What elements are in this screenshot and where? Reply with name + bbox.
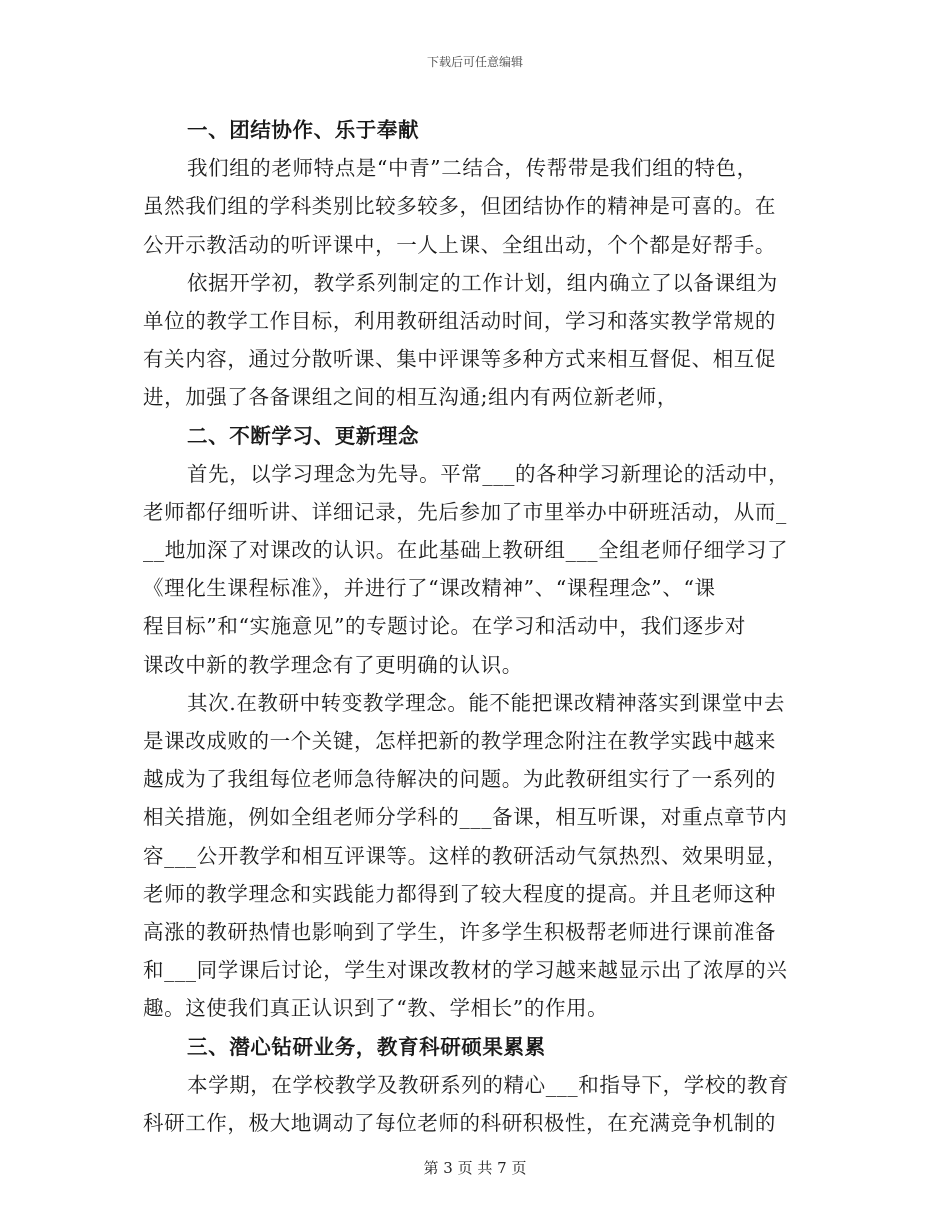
- text-line: 虽然我们组的学科类别比较多较多，但团结协作的精神是可喜的。在: [143, 194, 776, 219]
- page-header: 下载后可任意编辑: [426, 55, 523, 69]
- text-line: 课改中新的教学理念有了更明确的认识。: [143, 652, 523, 677]
- text-line: 进，加强了各备课组之间的相互沟通;组内有两位新老师，: [143, 385, 679, 410]
- section-heading: 二、不断学习、更新理念: [187, 423, 420, 448]
- text-line: 老师都仔细听讲、详细记录，先后参加了市里举办中研班活动，从而_: [143, 499, 787, 524]
- section-heading: 三、潜心钻研业务，教育科研硕果累累: [187, 1034, 546, 1059]
- text-line: 《理化生课程标准》，并进行了“课改精神”、“课程理念”、“课: [143, 576, 716, 601]
- text-line: 科研工作，极大地调动了每位老师的科研积极性，在充满竞争机制的: [143, 1110, 776, 1135]
- text-line: 和___同学课后讨论，学生对课改教材的学习越来越显示出了浓厚的兴: [143, 958, 788, 983]
- text-line: 老师的教学理念和实践能力都得到了较大程度的提高。并且老师这种: [143, 881, 776, 906]
- text-line: 公开示教活动的听评课中，一人上课、全组出动，个个都是好帮手。: [143, 232, 776, 257]
- section-heading: 一、团结协作、乐于奉献: [187, 118, 420, 142]
- text-line: 本学期，在学校教学及教研系列的精心___和指导下，学校的教育: [187, 1072, 790, 1097]
- text-line: 其次.在教研中转变教学理念。能不能把课改精神落实到课堂中去: [187, 690, 785, 715]
- text-line: 相关措施，例如全组老师分学科的___备课，相互听课，对重点章节内: [143, 805, 788, 830]
- text-line: 程目标”和“实施意见”的专题讨论。在学习和活动中，我们逐步对: [143, 614, 746, 639]
- text-line: 我们组的老师特点是“中青”二结合，传帮带是我们组的特色，: [187, 156, 758, 181]
- text-line: 有关内容，通过分散听课、集中评课等多种方式来相互督促、相互促: [143, 347, 776, 372]
- text-line: 首先，以学习理念为先导。平常___的各种学习新理论的活动中，: [187, 461, 790, 486]
- text-line: 依据开学初，教学系列制定的工作计划，组内确立了以备课组为: [187, 270, 778, 295]
- text-line: 单位的教学工作目标，利用教研组活动时间，学习和落实教学常规的: [143, 308, 776, 333]
- text-line: 趣。这使我们真正认识到了“教、学相长”的作用。: [143, 996, 609, 1021]
- text-line: 越成为了我组每位老师急待解决的问题。为此教研组实行了一系列的: [143, 767, 776, 792]
- text-line: 容___公开教学和相互评课等。这样的教研活动气氛热烈、效果明显，: [143, 843, 788, 868]
- text-line: 是课改成败的一个关键，怎样把新的教学理念附注在教学实践中越来: [143, 729, 776, 753]
- document-body: [143, 111, 808, 1142]
- text-line: __地加深了对课改的认识。在此基础上教研组___全组老师仔细学习了: [143, 538, 789, 563]
- text-line: 高涨的教研热情也影响到了学生，许多学生积极帮老师进行课前准备: [143, 919, 776, 944]
- page-footer: 第 3 页 共 7 页: [423, 1159, 527, 1177]
